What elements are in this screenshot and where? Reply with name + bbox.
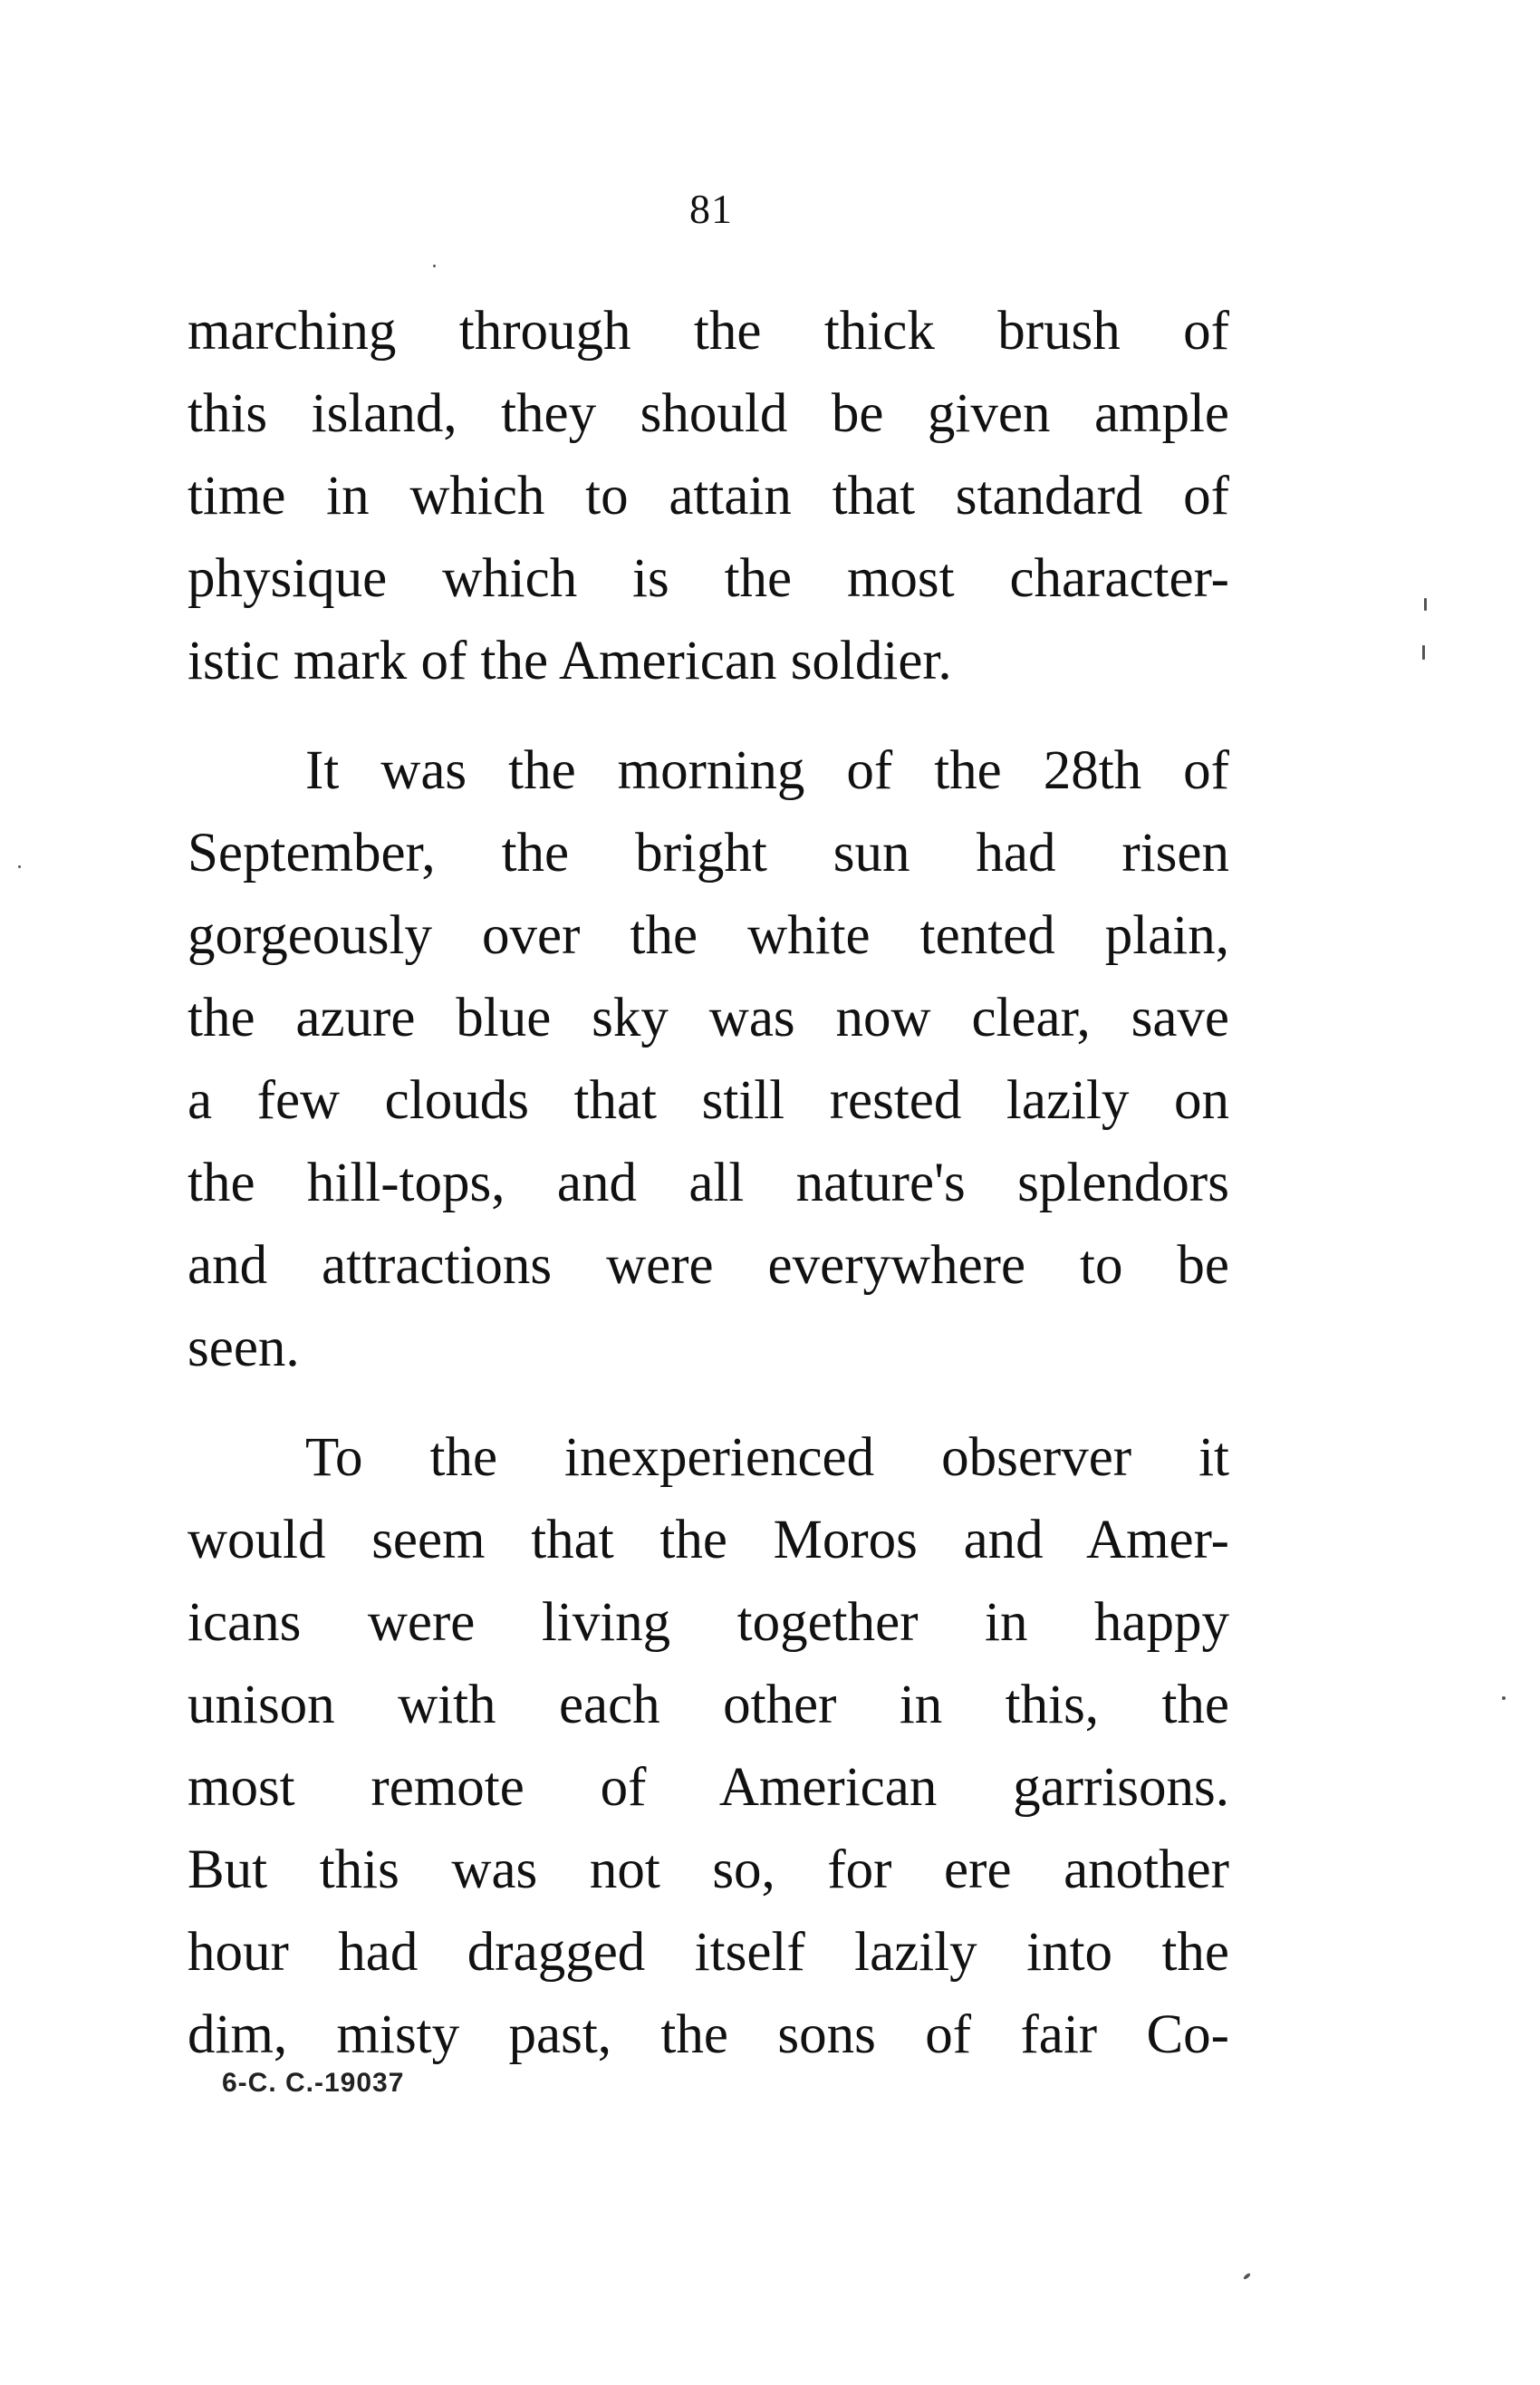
text-line: It was the morning of the 28th of xyxy=(305,740,1229,801)
scan-speck xyxy=(1422,645,1425,660)
text-line: the azure blue sky was now clear, save xyxy=(188,988,1229,1048)
paragraph-2 xyxy=(188,729,1229,1389)
text-line: the hill-tops, and all nature's splendors xyxy=(188,1153,1229,1213)
text-line: icans were living together in happy xyxy=(188,1592,1229,1653)
scan-speck xyxy=(433,265,436,267)
scan-speck xyxy=(18,865,21,868)
text-line: unison with each other in this, the xyxy=(188,1675,1229,1735)
text-line: istic mark of the American soldier. xyxy=(188,631,952,691)
text-line: But this was not so, for ere another xyxy=(188,1839,1229,1900)
text-line: gorgeously over the white tented plain, xyxy=(188,905,1229,966)
signature-mark: 6-C. C.-19037 xyxy=(222,2068,405,2098)
text-line: this island, they should be given ample xyxy=(188,383,1229,444)
paragraph-1 xyxy=(188,290,1229,702)
text-line: a few clouds that still rested lazily on xyxy=(188,1070,1229,1131)
scan-speck xyxy=(1424,598,1427,611)
text-line: hour had dragged itself lazily into the xyxy=(188,1922,1229,1983)
text-line: marching through the thick brush of xyxy=(188,301,1229,362)
text-line: most remote of American garrisons. xyxy=(188,1757,1229,1818)
text-line: physique which is the most character- xyxy=(188,548,1229,609)
text-line: and attractions were everywhere to be xyxy=(188,1235,1229,1296)
scan-speck xyxy=(1243,2273,1251,2281)
text-line: September, the bright sun had risen xyxy=(188,823,1229,884)
scan-speck xyxy=(1502,1696,1506,1700)
text-line: would seem that the Moros and Amer- xyxy=(188,1510,1229,1570)
page-number: 81 xyxy=(689,186,733,232)
text-line: time in which to attain that standard of xyxy=(188,466,1229,526)
body-text xyxy=(188,290,1229,2076)
paragraph-3 xyxy=(188,1416,1229,2076)
text-line: dim, misty past, the sons of fair Co- xyxy=(188,2004,1229,2065)
text-line: seen. xyxy=(188,1318,300,1378)
text-line: To the inexperienced observer it xyxy=(305,1427,1229,1488)
